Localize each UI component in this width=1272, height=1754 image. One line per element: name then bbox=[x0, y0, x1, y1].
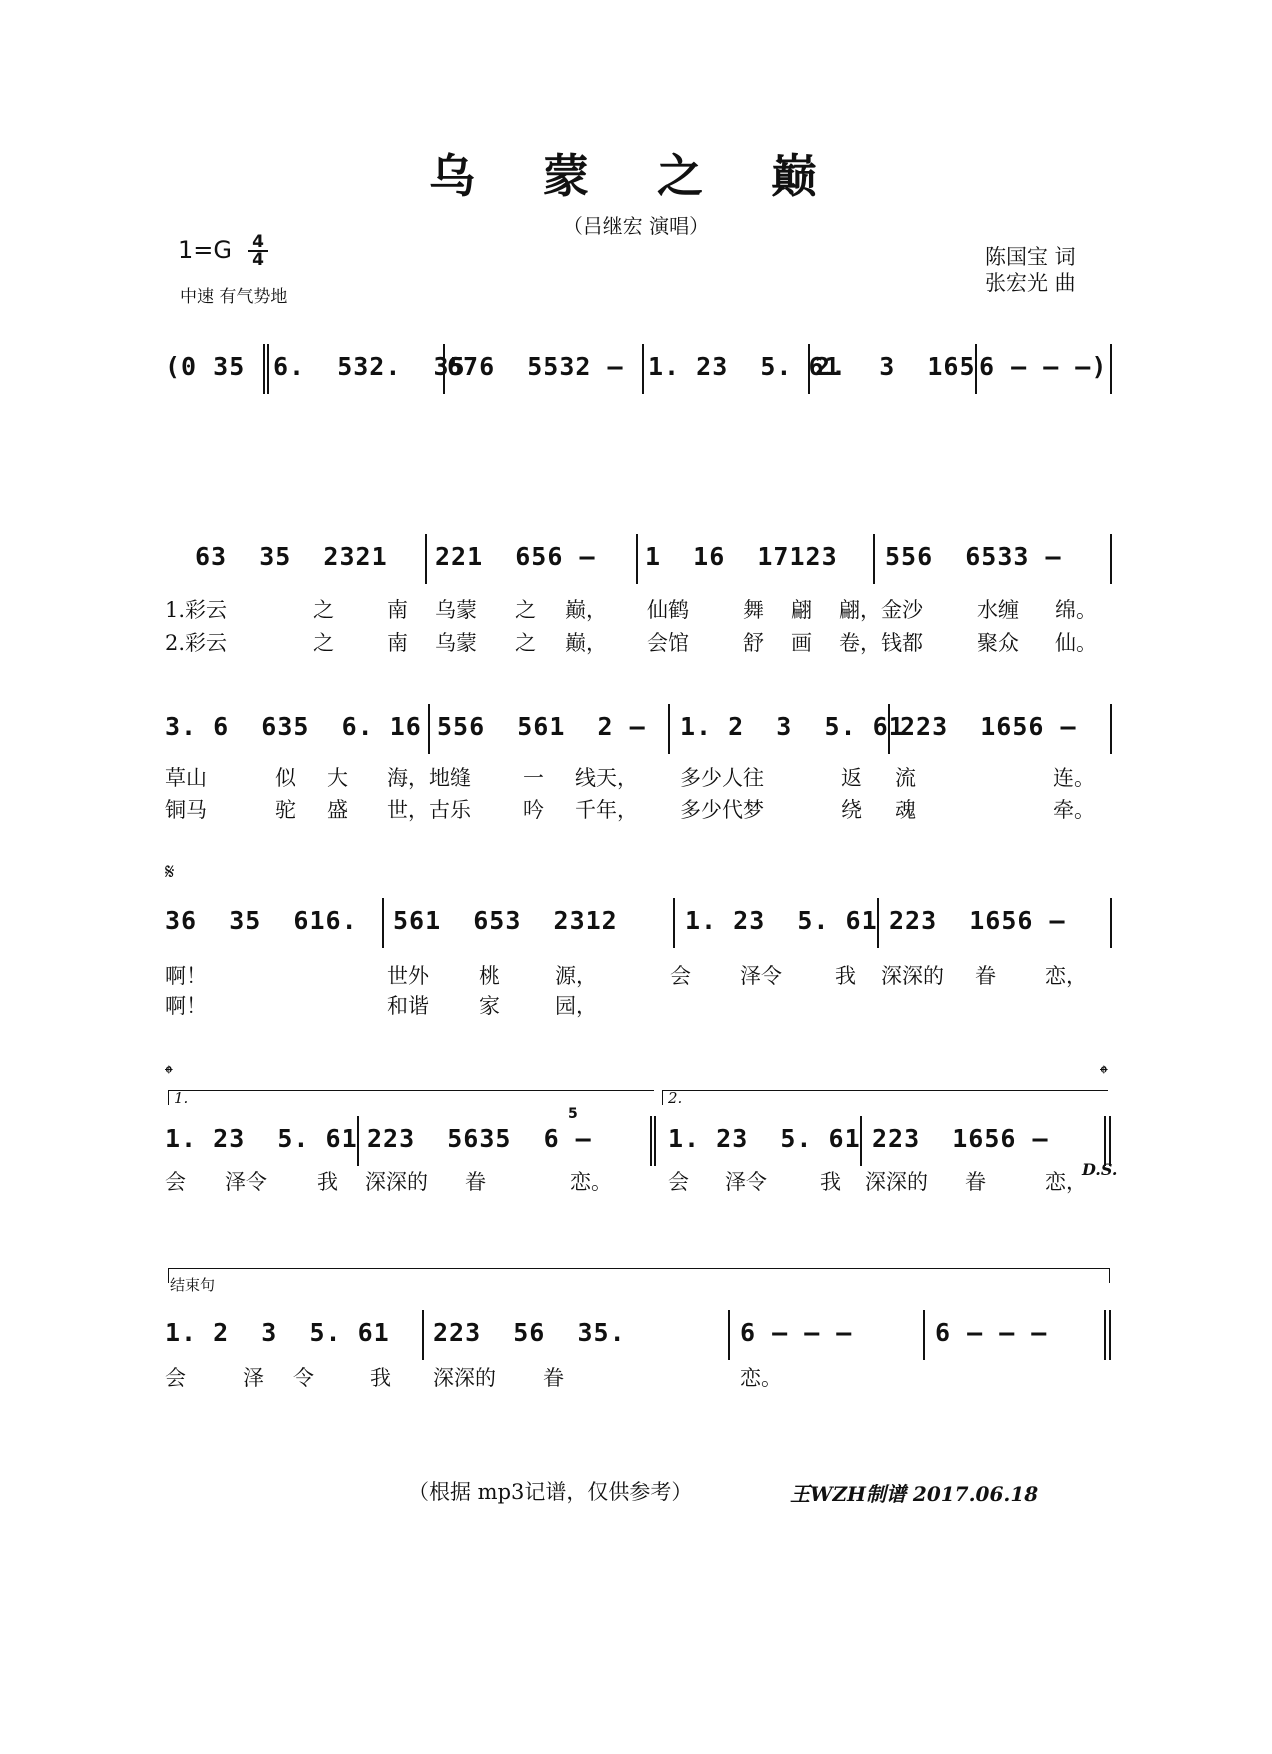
measure: 1 16 17123 bbox=[645, 542, 838, 571]
measure: 223 56 35. bbox=[433, 1318, 626, 1347]
lyrics-verse-2: 啊！ 和谐 家 园， bbox=[165, 994, 597, 1018]
barlines-line-1 bbox=[0, 344, 1272, 404]
tempo-marking: 中速 有气势地 bbox=[180, 287, 288, 307]
performer-note: （吕继宏 演唱） bbox=[562, 214, 710, 238]
measure: 223 1656 – bbox=[872, 1124, 1049, 1153]
volta-2-bracket: 2. bbox=[662, 1090, 1108, 1105]
ending-bracket bbox=[168, 1268, 1110, 1283]
lyrics-verse-2: 铜马 驼 盛 世，古乐 吟 千年， 多少代梦 绕 魂 牵。 bbox=[165, 798, 1095, 822]
measure: 1. 23 5. 61 bbox=[165, 1124, 358, 1153]
measure: 561 653 2312 bbox=[393, 906, 618, 935]
measure: 6 – – –) bbox=[979, 352, 1108, 381]
lyrics-verse-1: 啊！ 世外 桃 源， 会 泽令 我 深深的 眷 恋， bbox=[165, 964, 1087, 988]
coda-sign-left: 𝄌 bbox=[165, 1062, 173, 1087]
measure: 6 – – – bbox=[935, 1318, 1048, 1347]
measure: 6. 532. 35 bbox=[273, 352, 466, 381]
measure: 223 5635 6 – bbox=[367, 1124, 592, 1153]
time-signature-bottom: 4 bbox=[252, 250, 264, 270]
barlines-line-2 bbox=[0, 534, 1272, 594]
time-signature-top: 4 bbox=[252, 232, 264, 252]
measure: 36 35 616. bbox=[165, 906, 358, 935]
measure: 1. 2 3 5. 61 bbox=[165, 1318, 390, 1347]
measure: 223 1656 – bbox=[889, 906, 1066, 935]
lyrics-verse-1: 1.彩云 之 南 乌蒙 之 巅， 仙鹤 舞 翩 翩，金沙 水缠 绵。 bbox=[165, 598, 1097, 622]
measure: (0 35 bbox=[165, 352, 246, 381]
measure: 1. 23 5. 61 bbox=[648, 352, 841, 381]
measure: 1. 23 5. 61 bbox=[685, 906, 878, 935]
barlines-line-6 bbox=[0, 1310, 1272, 1370]
ending-label: 结束句 bbox=[170, 1276, 216, 1294]
coda-sign-right: 𝄌 bbox=[1100, 1062, 1108, 1087]
measure: 63 35 2321 bbox=[195, 542, 388, 571]
key-signature: 1=G bbox=[178, 236, 232, 264]
barlines-line-3 bbox=[0, 704, 1272, 764]
barlines-line-4 bbox=[0, 898, 1272, 958]
measure: 556 6533 – bbox=[885, 542, 1062, 571]
measure: 676 5532 – bbox=[447, 352, 624, 381]
measure: 223 1656 – bbox=[900, 712, 1077, 741]
credits bbox=[985, 244, 1076, 296]
measure: 1. 2 3 5. 61 bbox=[680, 712, 905, 741]
measure: 556 561 2 – bbox=[437, 712, 646, 741]
measure: 3. 6 635 6. 16 bbox=[165, 712, 422, 741]
source-note: （根据 mp3记谱，仅供参考） bbox=[408, 1480, 693, 1504]
composer: 张宏光 曲 bbox=[985, 271, 1076, 295]
dal-segno-marking: D.S. bbox=[1082, 1160, 1118, 1179]
measure: 1. 23 5. 61 bbox=[668, 1124, 861, 1153]
lyrics-line-6: 会 泽 令 我 深深的 眷 恋。 bbox=[165, 1366, 782, 1390]
lyrics-verse-1: 草山 似 大 海，地缝 一 线天， 多少人往 返 流 连。 bbox=[165, 766, 1095, 790]
grace-note: 5 bbox=[568, 1106, 578, 1122]
segno-sign: 𝄋 bbox=[165, 860, 175, 885]
song-title: 乌 蒙 之 巅 bbox=[428, 149, 844, 203]
transcriber-signature: 王WZH制谱 2017.06.18 bbox=[790, 1482, 1039, 1506]
volta-1-bracket: 1. bbox=[168, 1090, 654, 1105]
measure: 221 656 – bbox=[435, 542, 596, 571]
measure: 6 – – – bbox=[740, 1318, 853, 1347]
lyrics-line-5: 会 泽令 我 深深的 眷 恋。 会 泽令 我 深深的 眷 恋， bbox=[165, 1170, 1087, 1194]
lyricist: 陈国宝 词 bbox=[985, 245, 1076, 269]
lyrics-verse-2: 2.彩云 之 南 乌蒙 之 巅， 会馆 舒 画 卷，钱都 聚众 仙。 bbox=[165, 631, 1097, 655]
time-signature bbox=[248, 234, 268, 268]
measure: 2. 3 165 bbox=[815, 352, 976, 381]
